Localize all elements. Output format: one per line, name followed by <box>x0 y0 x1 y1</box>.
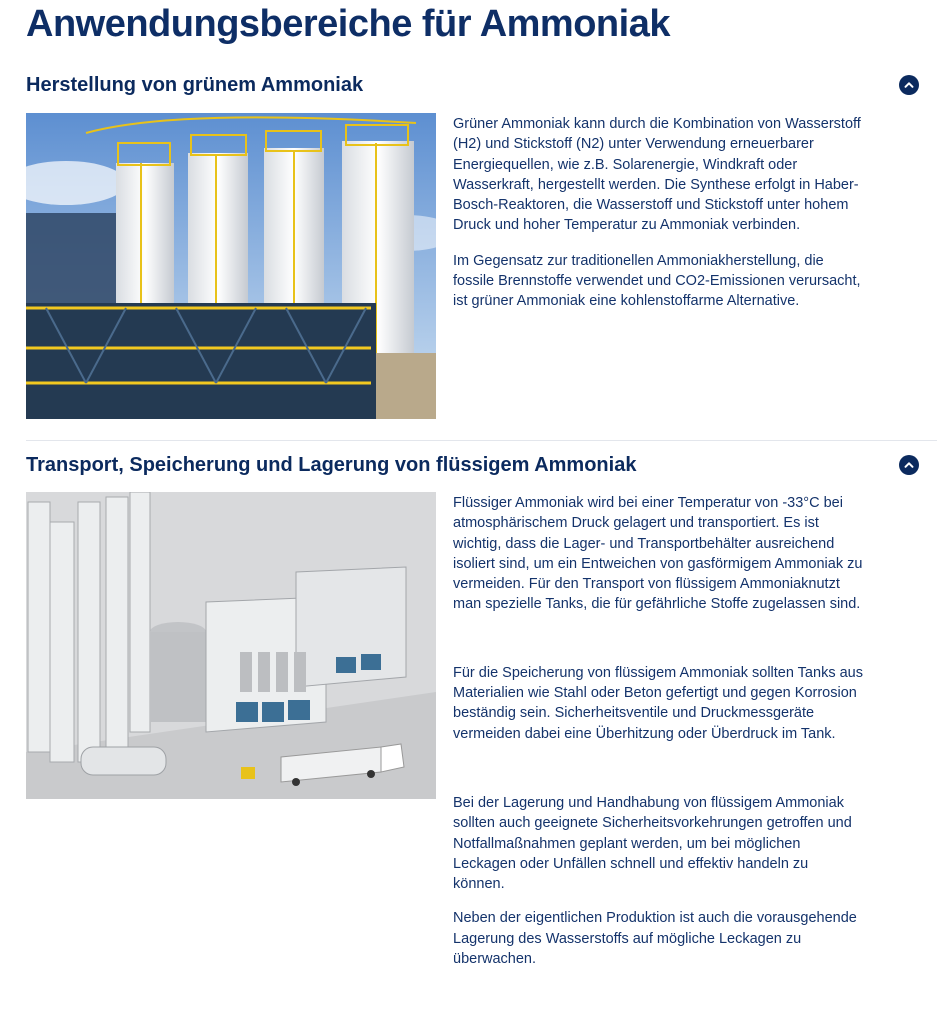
paragraph: Flüssiger Ammoniak wird bei einer Temperatur von -33°C bei atmosphärischem Druck gelagert und transportiert. Es ist wichtig, dass die Lager- und Transportbehälter ausreichend isoliert sind, um ein Entweichen von gasförmigem Ammoniak zu vermeiden. Für den Transport von flüssigem Ammoniaknutzt man spezielle Tanks, die für gefährliche Stoffe zugelassen sind. <box>453 495 863 613</box>
accordion-header-green-ammonia[interactable] <box>26 70 919 100</box>
accordion-header-transport-storage[interactable] <box>26 450 919 480</box>
chevron-up-icon[interactable] <box>899 455 919 475</box>
section-divider <box>26 440 937 441</box>
ammonia-storage-rendering <box>26 492 436 799</box>
section-text-transport-storage <box>453 493 863 969</box>
paragraph: Neben der eigentlichen Produktion ist auch die vorausgehende Lagerung des Wasserstoffs auf mögliche Leckagen zu überwachen. <box>453 910 857 968</box>
section-heading: Herstellung von grünem Ammoniak <box>26 73 364 96</box>
section-heading: Transport, Speicherung und Lagerung von flüssigem Ammoniak <box>26 453 637 476</box>
paragraph: Im Gegensatz zur traditionellen Ammoniakherstellung, die fossile Brennstoffe verwendet und CO2-Emissionen verursacht, ist grüner Ammoniak eine kohlenstoffarme Alternative. <box>453 252 861 310</box>
industrial-plant-photo <box>26 113 436 419</box>
paragraph: Grüner Ammoniak kann durch die Kombination von Wasserstoff (H2) und Stickstoff (N2) unter Verwendung erneuerbarer Energiequellen, wie z.B. Solarenergie, Windkraft oder Wasserkraft, hergestellt werden. Die Synthese erfolgt in Haber-Bosch-Reaktoren, die Wasserstoff und Stickstoff unter hohem Druck und hoher Temperatur zu Ammoniak verbinden. <box>453 116 861 234</box>
section-text-green-ammonia <box>453 114 863 312</box>
paragraph: Für die Speicherung von flüssigem Ammoniak sollten Tanks aus Materialien wie Stahl oder Beton gefertigt und gegen Korrosion beständig sein. Sicherheitsventile und Druckmessgeräte vermeiden dabei eine Überhitzung oder Überdruck im Tank. <box>453 664 863 742</box>
paragraph: Bei der Lagerung und Handhabung von flüssigem Ammoniak sollten auch geeignete Sicherheitsvorkehrungen getroffen und Notfallmaßnahmen geplant werden, um bei möglichen Leckagen oder Unfällen schnell und effektiv handeln zu können. <box>453 794 852 893</box>
page-title: Anwendungsbereiche für Ammoniak <box>26 3 670 45</box>
chevron-up-icon[interactable] <box>899 75 919 95</box>
